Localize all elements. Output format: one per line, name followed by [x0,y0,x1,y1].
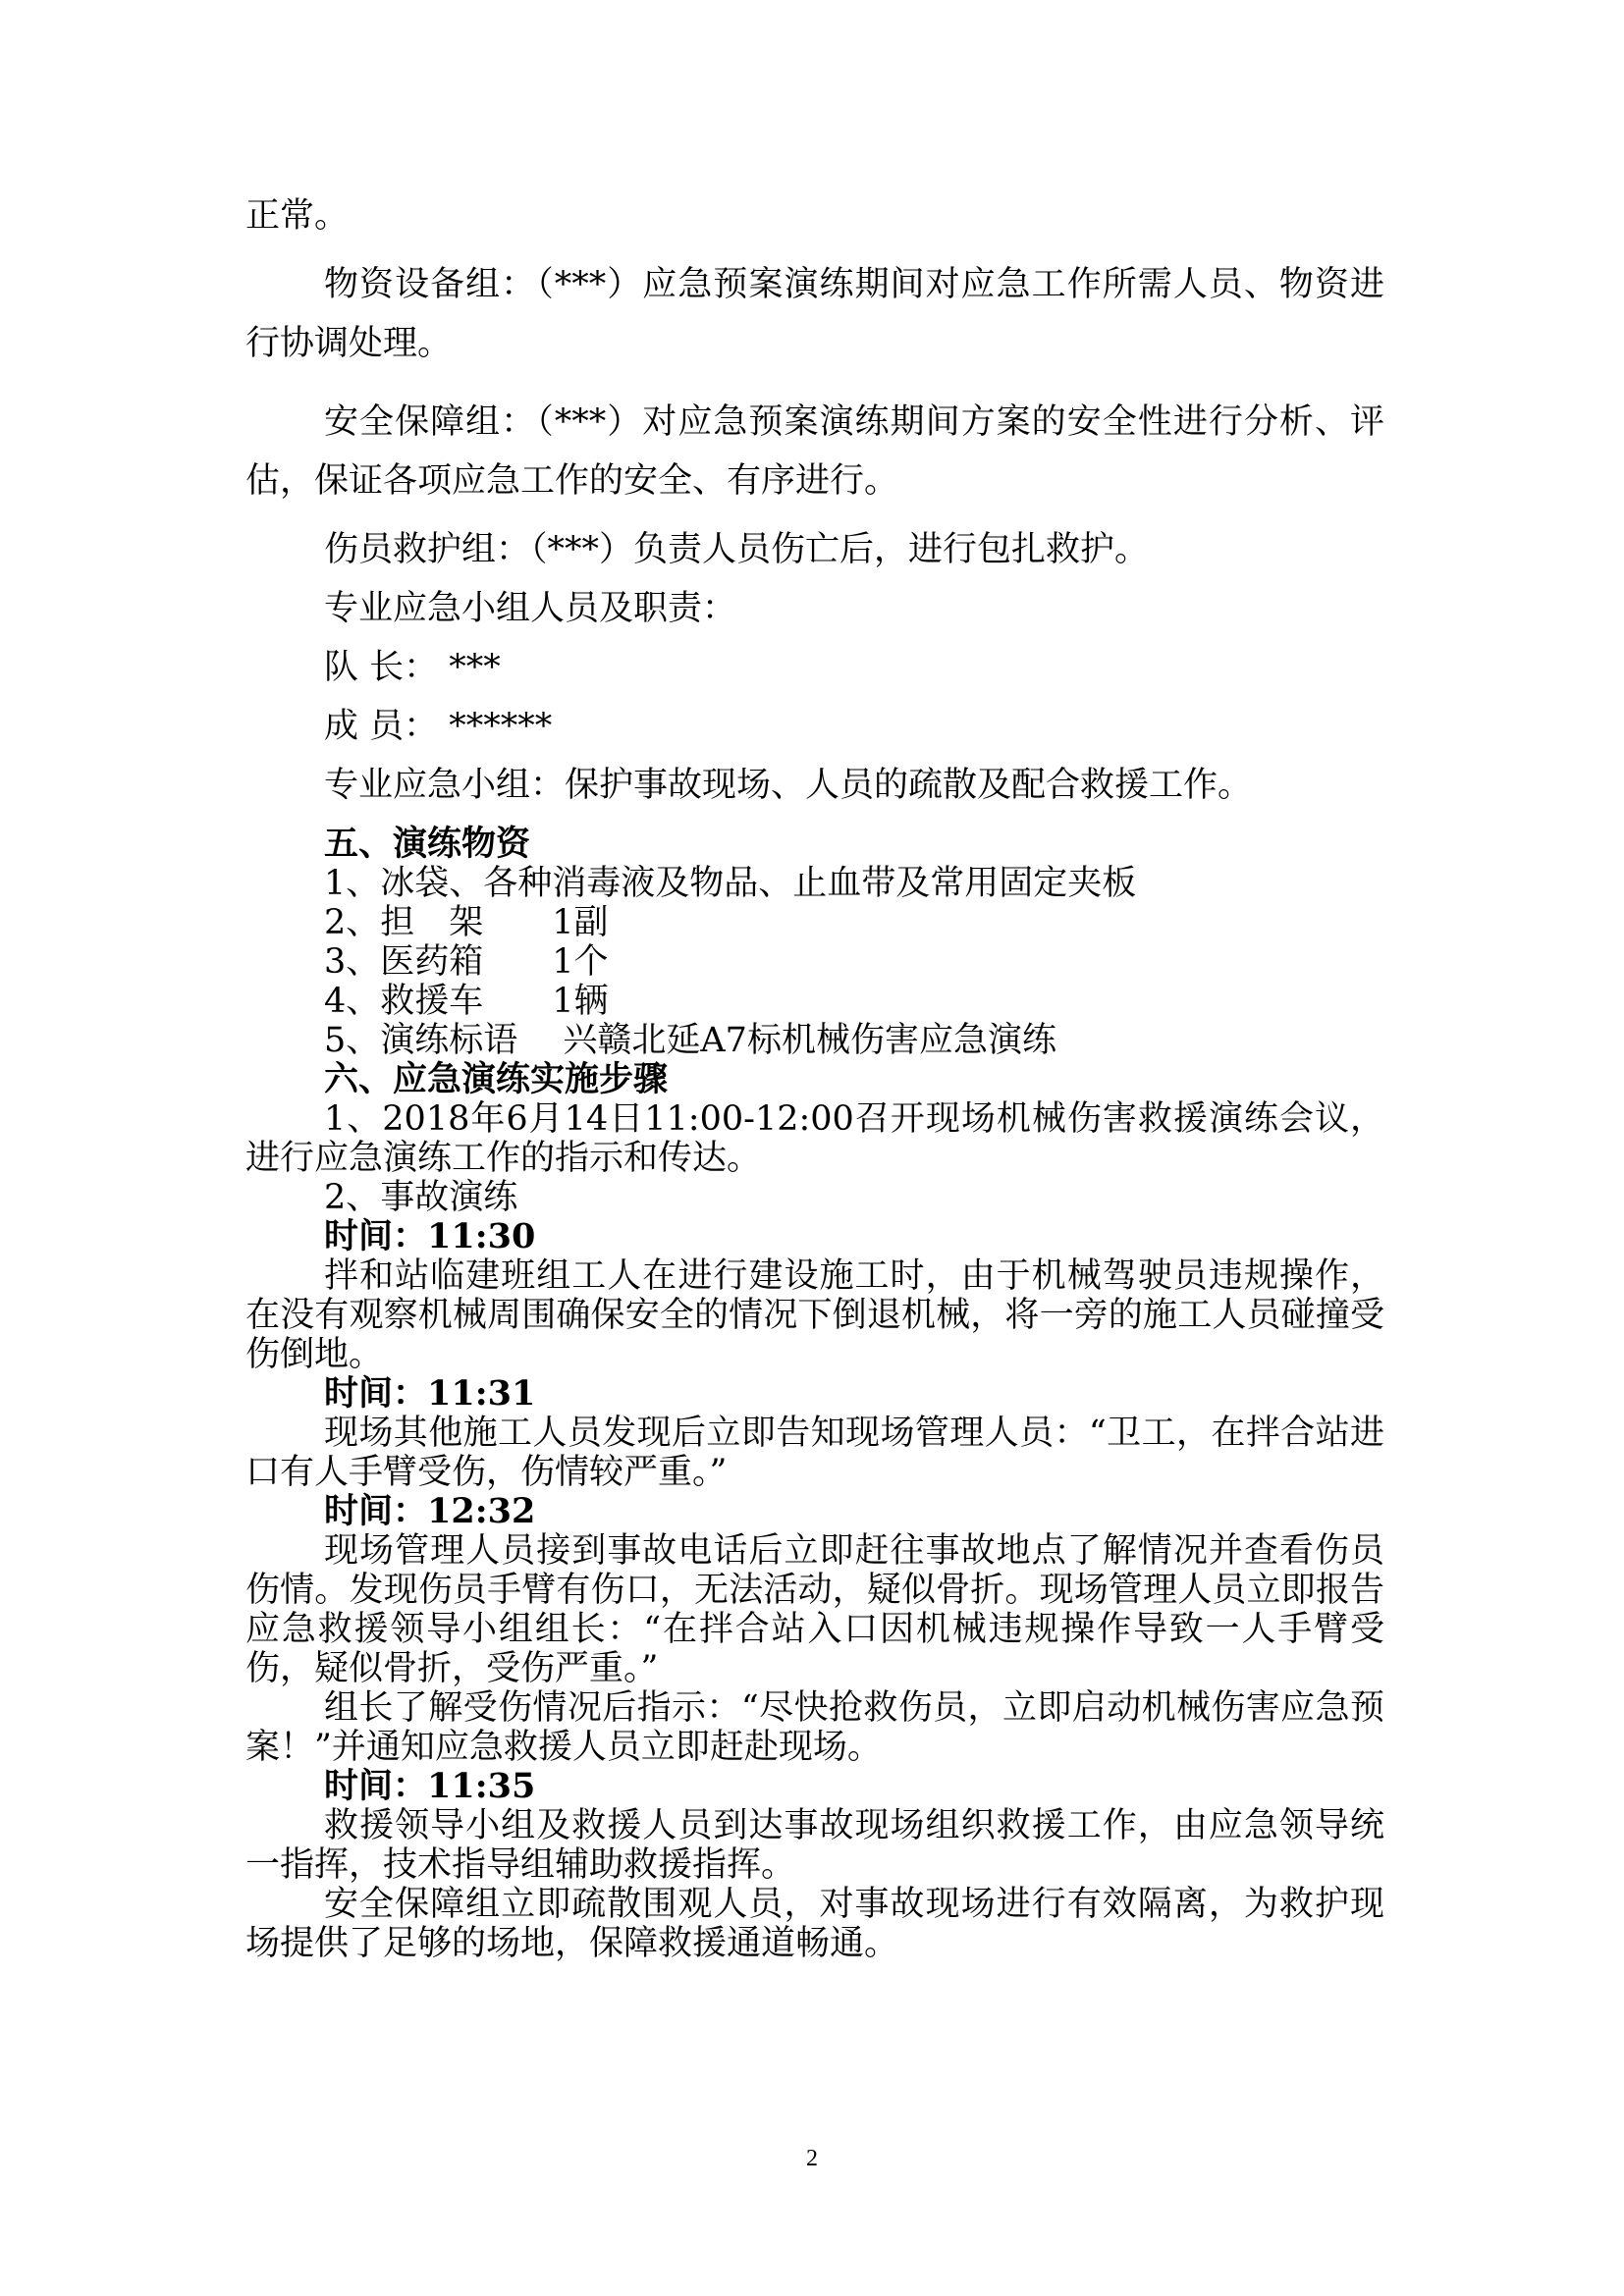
time-label: 时间：12:32 [324,1491,536,1531]
paragraph: 安全保障组立即疏散围观人员，对事故现场进行有效隔离，为救护现场提供了足够的场地，保障救援通道畅通。 [245,1885,1384,1963]
page-number: 2 [806,2146,818,2171]
time-label: 时间：11:30 [324,1216,536,1256]
text-line: 安全保障组：（***）对应急预案演练期间方案的安全性进行分析、评估，保证各项应急工作的安全、有序进行。 [245,402,1384,501]
text-line: 物资设备组：（***）应急预案演练期间对应急工作所需人员、物资进行协调处理。 [245,265,1384,363]
text-line: 成 员： ****** [324,707,553,746]
list-item: 1、冰袋、各种消毒液及物品、止血带及常用固定夹板 [324,864,1137,903]
text-line: 正常。 [245,196,350,236]
text-line: 专业应急小组人员及职责： [324,589,737,628]
text-line: 专业应急小组：保护事故现场、人员的疏散及配合救援工作。 [324,766,1253,805]
paragraph: 现场其他施工人员发现后立即告知现场管理人员：“卫工，在拌合站进口有人手臂受伤，伤情较严重。” [245,1414,1384,1492]
text-line: 队 长： *** [324,648,501,687]
list-item: 4、救援车 1辆 [324,982,609,1021]
section-title: 五、演练物资 [324,824,531,864]
list-item: 2、担 架 1副 [324,903,609,942]
paragraph: 1、2018年6月14日11:00-12:00召开现场机械伤害救援演练会议，进行应急演练工作的指示和传达。 [245,1099,1384,1178]
paragraph: 现场管理人员接到事故电话后立即赶往事故地点了解情况并查看伤员伤情。发现伤员手臂有伤口，无法活动，疑似骨折。现场管理人员立即报告应急救援领导小组组长：“在拌合站入口因机械违规操作导致一人手臂受伤，疑似骨折，受伤严重。” [245,1531,1384,1688]
page-content [245,196,1384,1963]
paragraph: 拌和站临建班组工人在进行建设施工时，由于机械驾驶员违规操作，在没有观察机械周围确保安全的情况下倒退机械，将一旁的施工人员碰撞受伤倒地。 [245,1256,1384,1374]
list-item: 5、演练标语 兴赣北延A7标机械伤害应急演练 [324,1021,1056,1060]
paragraph: 救援领导小组及救援人员到达事故现场组织救援工作，由应急领导统一指挥，技术指导组辅助救援指挥。 [245,1806,1384,1885]
text-line: 伤员救护组：（***）负责人员伤亡后，进行包扎救护。 [324,530,1150,569]
time-label: 时间：11:35 [324,1766,536,1806]
paragraph: 2、事故演练 [324,1178,518,1217]
paragraph: 组长了解受伤情况后指示：“尽快抢救伤员，立即启动机械伤害应急预案！”并通知应急救援人员立即赶赴现场。 [245,1688,1384,1767]
time-label: 时间：11:31 [324,1373,536,1414]
section-title: 六、应急演练实施步骤 [324,1059,669,1099]
list-item: 3、医药箱 1个 [324,942,609,982]
